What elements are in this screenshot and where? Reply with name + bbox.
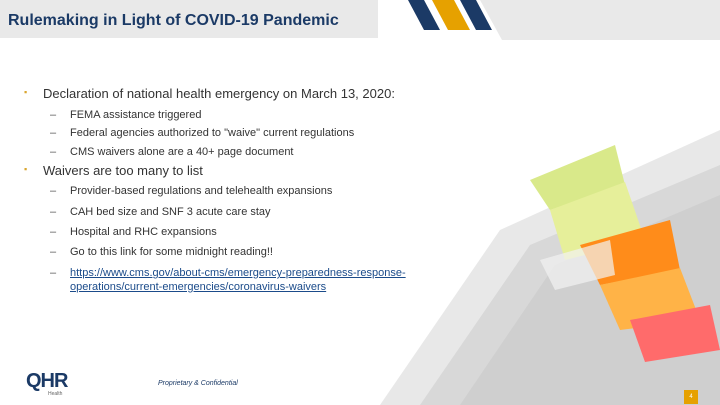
bullet-marker: ▪ — [24, 87, 28, 97]
bullet-text: Declaration of national health emergency on March 13, 2020: — [43, 86, 395, 101]
cms-waivers-link-line1[interactable]: https://www.cms.gov/about-cms/emergency-preparedness-response- — [70, 267, 406, 279]
dash-marker: – — [50, 127, 57, 139]
dash-marker: – — [50, 246, 57, 258]
sticky-notes-image — [380, 70, 720, 405]
dash-marker: – — [50, 267, 57, 279]
dash-marker: – — [50, 109, 57, 121]
sub-bullet-text: CAH bed size and SNF 3 acute care stay — [70, 206, 271, 218]
title-bar — [0, 0, 378, 38]
logo-text: QHR — [26, 370, 68, 392]
dash-marker: – — [50, 206, 57, 218]
qhr-logo — [26, 370, 78, 400]
sub-bullet-text: CMS waivers alone are a 40+ page document — [70, 146, 294, 158]
sub-bullet-text: Go to this link for some midnight reading!! — [70, 246, 273, 258]
page-number: 4 — [684, 390, 698, 404]
slide-title: Rulemaking in Light of COVID-19 Pandemic — [8, 12, 339, 29]
confidential-footer: Proprietary & Confidential — [158, 380, 238, 387]
sub-bullet-text: Hospital and RHC expansions — [70, 226, 217, 238]
dash-marker: – — [50, 226, 57, 238]
bullet-text: Waivers are too many to list — [43, 163, 203, 178]
sub-bullet-text: FEMA assistance triggered — [70, 109, 202, 121]
sub-bullet-text: Federal agencies authorized to "waive" current regulations — [70, 127, 355, 139]
dash-marker: – — [50, 146, 57, 158]
cms-waivers-link-line2[interactable]: operations/current-emergencies/coronavirus-waivers — [70, 281, 327, 293]
logo-subtext: Health — [48, 391, 63, 397]
bullet-marker: ▪ — [24, 164, 28, 174]
dash-marker: – — [50, 185, 57, 197]
sub-bullet-text: Provider-based regulations and telehealth expansions — [70, 185, 333, 197]
decorative-stripes — [370, 0, 720, 40]
